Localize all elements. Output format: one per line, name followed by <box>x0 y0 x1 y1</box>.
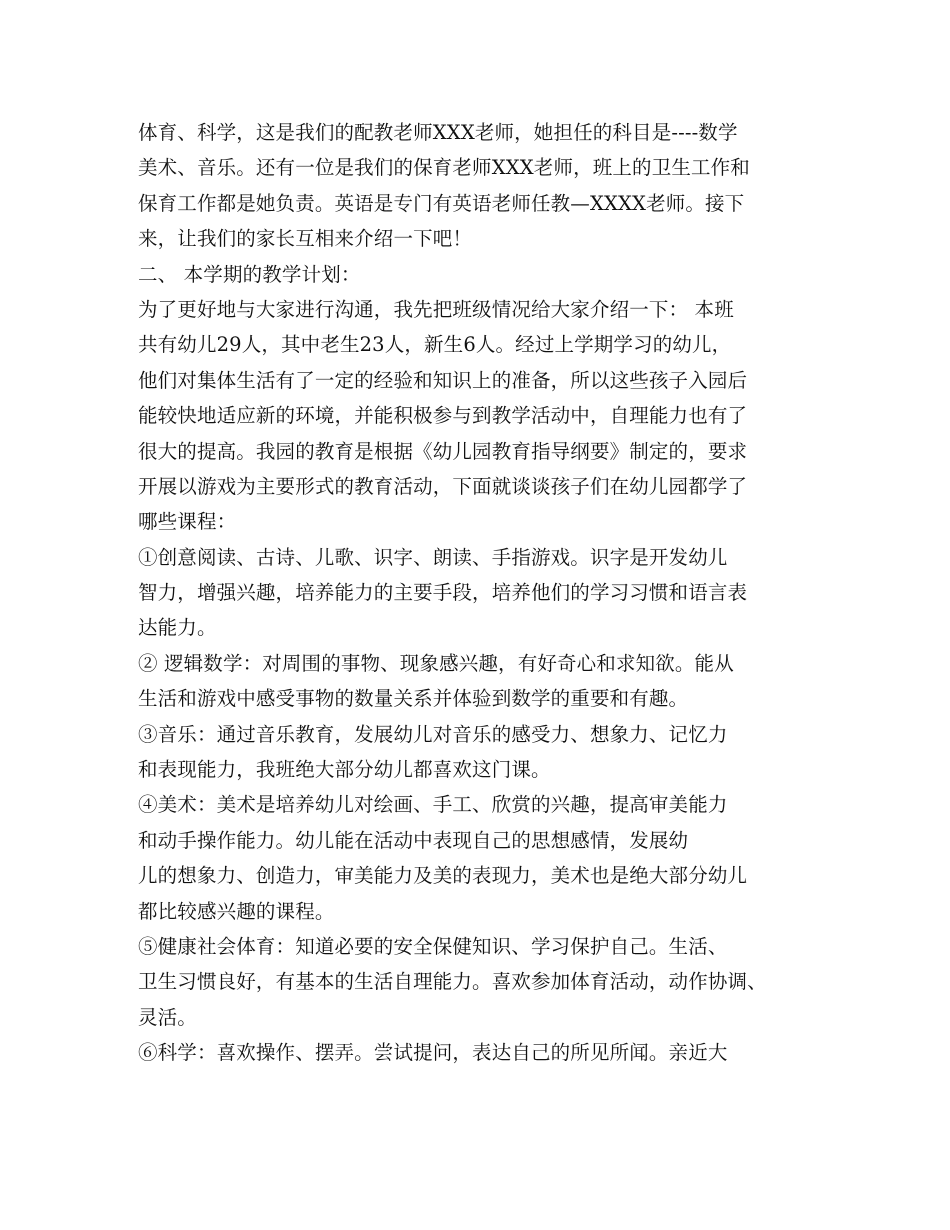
text-line: 哪些课程： <box>138 510 237 534</box>
text-line: 和动手操作能力。幼儿能在活动中表现自己的思想感情，发展幼 <box>138 828 689 852</box>
section-heading: 二、 本学期的教学计划： <box>138 262 361 286</box>
text-line: 共有幼儿29人，其中老生23人，新生6人。经过上学期学习的幼儿， <box>138 333 732 357</box>
text-line: 卫生习惯良好，有基本的生活自理能力。喜欢参加体育活动，动作协调、 <box>138 970 767 994</box>
text-line: 体育、科学，这是我们的配教老师XXX老师，她担任的科目是----数学 <box>138 121 738 144</box>
text-line: 他们对集体生活有了一定的经验和知识上的准备，所以这些孩子入园后 <box>138 368 748 392</box>
text-line: 保育工作都是她负责。英语是专门有英语老师任教—XXXX老师。接下 <box>138 191 745 215</box>
list-item-line: ② 逻辑数学：对周围的事物、现象感兴趣，有好奇心和求知欲。能从 <box>138 651 734 675</box>
text-line: 很大的提高。我园的教育是根据《幼儿园教育指导纲要》制定的，要求 <box>138 439 748 463</box>
text-line: 能较快地适应新的环境，并能积极参与到教学活动中，自理能力也有了 <box>138 404 748 428</box>
list-item-line: ⑥科学：喜欢操作、摆弄。尝试提问，表达自己的所见所闻。亲近大 <box>138 1041 728 1065</box>
text-line: 儿的想象力、创造力，审美能力及美的表现力，美术也是绝大部分幼儿 <box>138 864 748 888</box>
text-line: 美术、音乐。还有一位是我们的保育老师XXX老师，班上的卫生工作和 <box>138 156 750 180</box>
document-body <box>138 115 838 1071</box>
text-line: 灵活。 <box>138 1005 197 1029</box>
text-line: 智力，增强兴趣，培养能力的主要手段，培养他们的学习习惯和语言表 <box>138 581 748 605</box>
text-line: 来，让我们的家长互相来介绍一下吧！ <box>138 227 473 251</box>
text-line: 生活和游戏中感受事物的数量关系并体验到数学的重要和有趣。 <box>138 687 689 711</box>
text-line: 达能力。 <box>138 616 217 640</box>
text-line: 开展以游戏为主要形式的教育活动，下面就谈谈孩子们在幼儿园都学了 <box>138 474 748 498</box>
list-item-line: ③音乐：通过音乐教育，发展幼儿对音乐的感受力、想象力、记忆力 <box>138 722 728 746</box>
text-line: 都比较感兴趣的课程。 <box>138 899 335 923</box>
list-item-line: ④美术：美术是培养幼儿对绘画、手工、欣赏的兴趣，提高审美能力 <box>138 793 728 817</box>
list-item-line: ①创意阅读、古诗、儿歌、识字、朗读、手指游戏。识字是开发幼儿 <box>138 545 728 569</box>
text-line: 为了更好地与大家进行沟通，我先把班级情况给大家介绍一下： 本班 <box>138 297 734 321</box>
list-item-line: ⑤健康社会体育：知道必要的安全保健知识、学习保护自己。生活、 <box>138 934 728 958</box>
text-line: 和表现能力，我班绝大部分幼儿都喜欢这门课。 <box>138 758 551 782</box>
